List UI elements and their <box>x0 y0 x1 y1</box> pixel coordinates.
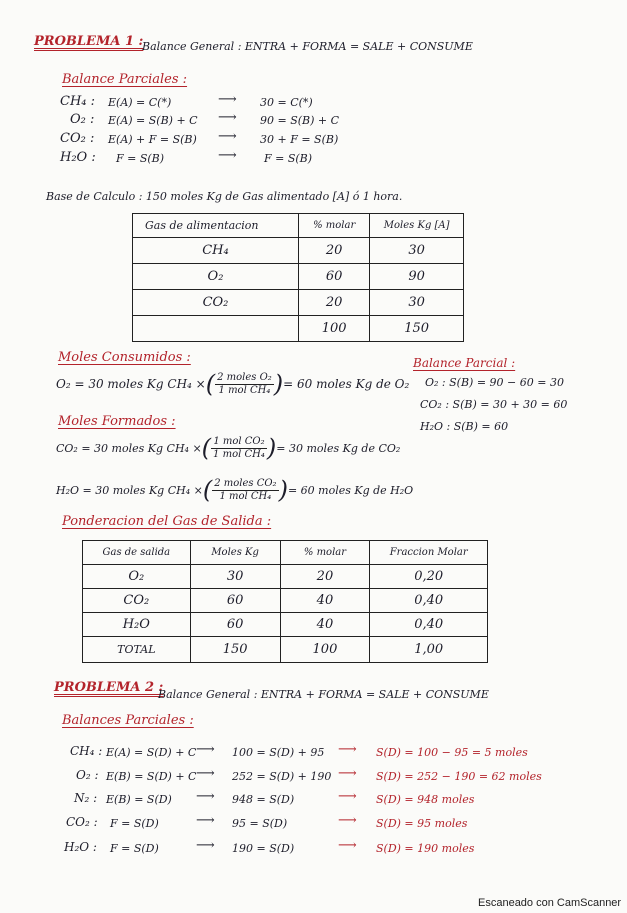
table-cell: 150 <box>370 316 464 342</box>
p2-species-o2: O₂ : <box>76 768 99 782</box>
table-cell: O₂ <box>133 264 299 290</box>
table-cell: O₂ <box>83 565 191 589</box>
p1-species-ch4: CH₄ : <box>60 94 96 109</box>
table-cell: 100 <box>280 637 370 663</box>
p2-result-o2: S(D) = 252 − 190 = 62 moles <box>376 770 542 783</box>
p2-species-ch4: CH₄ : <box>70 744 103 758</box>
table-cell: CH₄ <box>133 238 299 264</box>
table-cell: CO₂ <box>133 290 299 316</box>
p2-result-ch4: S(D) = 100 − 95 = 5 moles <box>376 746 528 759</box>
eq-lhs: H₂O = 30 moles Kg CH₄ × <box>56 483 203 497</box>
p2-eq-o2: E(B) = S(D) + C <box>106 770 197 783</box>
p1-eq-h2o: F = S(B) <box>116 152 165 165</box>
formados-title: Moles Formados : <box>58 414 176 429</box>
eq-rhs: = 60 moles Kg de H₂O <box>287 483 414 497</box>
p2-result-n2: S(D) = 948 moles <box>376 793 475 806</box>
table-cell: 60 <box>298 264 369 290</box>
eq-numerator: 2 moles CO₂ <box>214 477 277 489</box>
table-header-cell: % molar <box>280 541 370 565</box>
p2-mid-n2: 948 = S(D) <box>232 793 295 806</box>
problem2-balance-general: Balance General : ENTRA + FORMA = SALE + CONSUME <box>158 688 489 701</box>
table-cell <box>133 316 299 342</box>
table-header-cell: Moles Kg [A] <box>370 214 464 238</box>
eq-fraction <box>211 436 267 461</box>
p1-eq-co2: E(A) + F = S(B) <box>108 133 197 146</box>
table-header-cell: Fraccion Molar <box>370 541 488 565</box>
p2-arrow2-n2: ⟶ <box>338 789 357 804</box>
table-cell: 20 <box>298 238 369 264</box>
p2-arrow2-ch4: ⟶ <box>338 742 357 757</box>
p2-arrow1-ch4: ⟶ <box>196 742 215 757</box>
table-row <box>83 565 488 589</box>
p1-species-h2o: H₂O : <box>60 150 96 165</box>
p1-result-o2: 90 = S(B) + C <box>260 114 340 127</box>
p2-mid-o2: 252 = S(D) + 190 <box>232 770 332 783</box>
table-row <box>133 238 464 264</box>
table-cell: CO₂ <box>83 589 191 613</box>
eq-denominator: 1 mol CH₄ <box>213 448 265 460</box>
p1-species-o2: O₂ : <box>70 112 95 127</box>
table-cell: 60 <box>190 589 280 613</box>
consumidos-title: Moles Consumidos : <box>58 350 191 365</box>
p2-eq-co2: F = S(D) <box>110 817 159 830</box>
table-row <box>83 613 488 637</box>
p1-result-h2o: F = S(B) <box>264 152 313 165</box>
balance-parcial-title: Balance Parcial : <box>413 356 516 370</box>
problem2-heading: PROBLEMA 2 : <box>54 680 164 695</box>
table-row <box>83 589 488 613</box>
formados-h2o-equation: H₂O = 30 moles Kg CH₄ × ( $\frac{\text{2 moles CO₂}}{\text{1 mol CH₄}}$ ) = 60 moles Kg de H₂O <box>56 476 414 504</box>
eq-rhs: = 60 moles Kg de O₂ <box>283 377 410 391</box>
table-cell: H₂O <box>83 613 191 637</box>
p1-arrow-o2: ⟶ <box>218 110 237 125</box>
table-cell: TOTAL <box>83 637 191 663</box>
table-row <box>133 316 464 342</box>
eq-lhs: O₂ = 30 moles Kg CH₄ × <box>56 377 206 391</box>
scanner-watermark: Escaneado con CamScanner <box>478 897 622 909</box>
eq-lhs: CO₂ = 30 moles Kg CH₄ × <box>56 441 202 455</box>
p2-arrow1-h2o: ⟶ <box>196 838 215 853</box>
table-header-row <box>133 214 464 238</box>
eq-rhs: = 30 moles Kg de CO₂ <box>276 441 401 455</box>
table-row <box>83 637 488 663</box>
p2-mid-co2: 95 = S(D) <box>232 817 288 830</box>
table-row <box>133 264 464 290</box>
eq-denominator: 1 mol CH₄ <box>219 490 272 502</box>
p2-species-co2: CO₂ : <box>66 815 98 829</box>
table-header-cell: Gas de salida <box>83 541 191 565</box>
table-cell: 100 <box>298 316 369 342</box>
feed-gas-table <box>132 213 464 342</box>
table-cell: 0,40 <box>370 589 488 613</box>
problem1-balance-general: Balance General : ENTRA + FORMA = SALE + CONSUME <box>142 40 473 53</box>
table-cell: 60 <box>190 613 280 637</box>
table-cell: 40 <box>280 589 370 613</box>
eq-fraction <box>212 478 278 503</box>
problem1-parciales-title: Balance Parciales : <box>62 72 188 87</box>
table-cell: 20 <box>298 290 369 316</box>
exit-gas-table <box>82 540 488 663</box>
p1-result-ch4: 30 = C(*) <box>260 96 313 109</box>
problem1-heading: PROBLEMA 1 : <box>34 34 144 49</box>
p2-species-h2o: H₂O : <box>64 840 97 854</box>
p2-mid-h2o: 190 = S(D) <box>232 842 295 855</box>
formados-co2-equation: CO₂ = 30 moles Kg CH₄ × ( $\frac{\text{1 mol CO₂}}{\text{1 mol CH₄}}$ ) = 30 moles Kg de CO₂ <box>56 434 401 462</box>
problem2-parciales-title: Balances Parciales : <box>62 713 194 728</box>
p2-eq-ch4: E(A) = S(D) + C <box>106 746 197 759</box>
eq-denominator: 1 mol CH₄ <box>218 384 271 396</box>
table-cell: 40 <box>280 613 370 637</box>
table-header-row <box>83 541 488 565</box>
balance-parcial-o2: O₂ : S(B) = 90 − 60 = 30 <box>425 376 564 389</box>
table-cell: 20 <box>280 565 370 589</box>
p1-result-co2: 30 + F = S(B) <box>260 133 339 146</box>
table-cell: 150 <box>190 637 280 663</box>
table-cell: 0,40 <box>370 613 488 637</box>
p2-arrow1-o2: ⟶ <box>196 766 215 781</box>
ponderacion-title: Ponderacion del Gas de Salida : <box>62 514 272 529</box>
table-row <box>133 290 464 316</box>
p2-species-n2: N₂ : <box>74 791 98 805</box>
table-cell: 30 <box>370 290 464 316</box>
table-header-cell: Gas de alimentacion <box>133 214 299 238</box>
table-header-cell: % molar <box>298 214 369 238</box>
p2-arrow2-co2: ⟶ <box>338 813 357 828</box>
p1-eq-ch4: E(A) = C(*) <box>108 96 172 109</box>
eq-numerator: 2 moles O₂ <box>217 371 272 383</box>
eq-fraction <box>215 372 274 397</box>
consumidos-equation: O₂ = 30 moles Kg CH₄ × ( $\frac{\text{2 moles O₂}}{\text{1 mol CH₄}}$ ) = 60 moles Kg de O₂ <box>56 370 410 398</box>
p1-species-co2: CO₂ : <box>60 131 95 146</box>
p2-arrow2-h2o: ⟶ <box>338 838 357 853</box>
p2-arrow2-o2: ⟶ <box>338 766 357 781</box>
table-cell: 0,20 <box>370 565 488 589</box>
p2-result-h2o: S(D) = 190 moles <box>376 842 475 855</box>
p2-eq-n2: E(B) = S(D) <box>106 793 172 806</box>
balance-parcial-h2o: H₂O : S(B) = 60 <box>420 420 509 433</box>
table-cell: 90 <box>370 264 464 290</box>
balance-parcial-co2: CO₂ : S(B) = 30 + 30 = 60 <box>420 398 568 411</box>
p2-arrow1-co2: ⟶ <box>196 813 215 828</box>
base-calculo: Base de Calculo : 150 moles Kg de Gas alimentado [A] ó 1 hora. <box>46 190 403 203</box>
p2-eq-h2o: F = S(D) <box>110 842 159 855</box>
p2-arrow1-n2: ⟶ <box>196 789 215 804</box>
eq-numerator: 1 mol CO₂ <box>211 436 267 449</box>
p2-result-co2: S(D) = 95 moles <box>376 817 468 830</box>
p1-arrow-ch4: ⟶ <box>218 92 237 107</box>
p2-mid-ch4: 100 = S(D) + 95 <box>232 746 325 759</box>
table-cell: 30 <box>370 238 464 264</box>
p1-arrow-h2o: ⟶ <box>218 148 237 163</box>
table-header-cell: Moles Kg <box>190 541 280 565</box>
table-cell: 1,00 <box>370 637 488 663</box>
p1-eq-o2: E(A) = S(B) + C <box>108 114 198 127</box>
p1-arrow-co2: ⟶ <box>218 129 237 144</box>
table-cell: 30 <box>190 565 280 589</box>
